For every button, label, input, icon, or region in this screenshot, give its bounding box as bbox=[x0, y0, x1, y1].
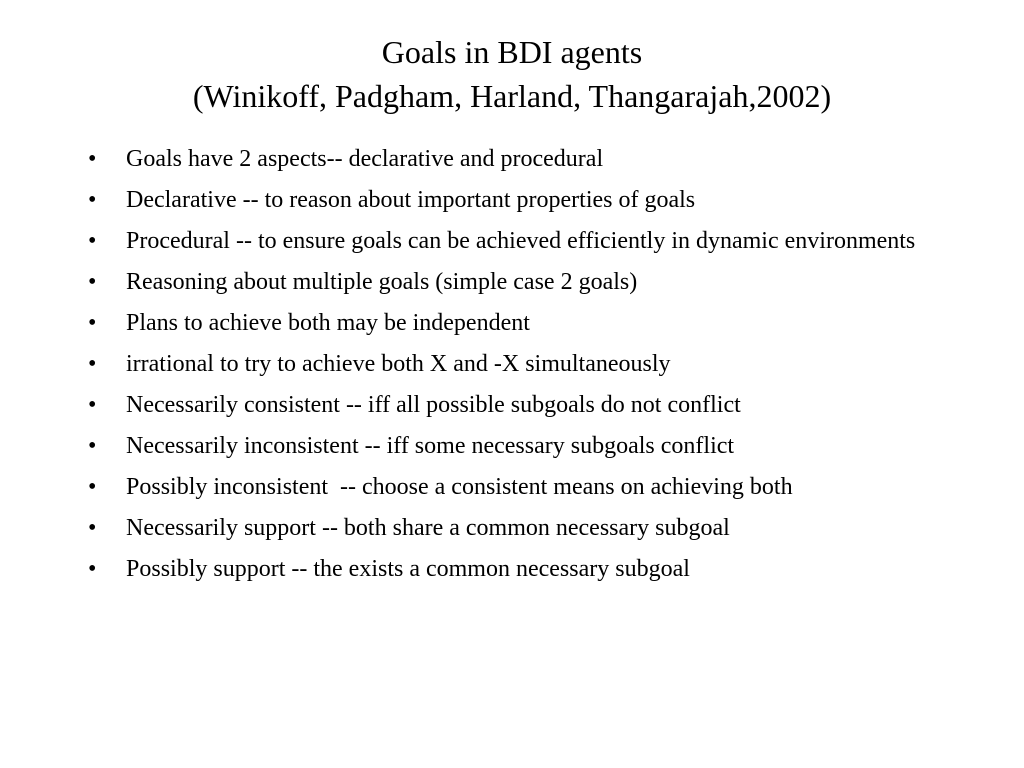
slide-title bbox=[0, 30, 1024, 118]
list-item bbox=[88, 389, 938, 422]
list-item bbox=[88, 307, 938, 340]
bullet-icon: • bbox=[88, 146, 97, 172]
list-item bbox=[88, 348, 938, 381]
bullet-text: Goals have 2 aspects-- declarative and procedural bbox=[126, 146, 604, 172]
title-line-2: (Winikoff, Padgham, Harland, Thangarajah,2002) bbox=[192, 78, 832, 114]
bullet-text: Declarative -- to reason about important properties of goals bbox=[126, 187, 696, 213]
title-line-1: Goals in BDI agents bbox=[381, 34, 643, 70]
bullet-icon: • bbox=[88, 474, 97, 500]
bullet-text: Possibly support -- the exists a common necessary subgoal bbox=[126, 556, 690, 582]
list-item bbox=[88, 553, 938, 586]
bullet-text: Necessarily consistent -- iff all possible subgoals do not conflict bbox=[126, 392, 741, 418]
list-item bbox=[88, 184, 938, 217]
bullet-text: Plans to achieve both may be independent bbox=[126, 310, 530, 336]
list-item bbox=[88, 143, 938, 176]
bullet-icon: • bbox=[88, 392, 97, 418]
bullet-text: Procedural -- to ensure goals can be achieved efficiently in dynamic environments bbox=[126, 228, 916, 254]
list-item bbox=[88, 266, 938, 299]
bullet-icon: • bbox=[88, 556, 97, 582]
bullet-icon: • bbox=[88, 187, 97, 213]
list-item bbox=[88, 471, 938, 504]
bullet-text: Necessarily support -- both share a common necessary subgoal bbox=[126, 515, 730, 541]
bullet-text: Necessarily inconsistent -- iff some necessary subgoals conflict bbox=[126, 433, 735, 459]
bullet-icon: • bbox=[88, 228, 97, 254]
list-item bbox=[88, 512, 938, 545]
bullet-icon: • bbox=[88, 515, 97, 541]
bullet-icon: • bbox=[88, 269, 97, 295]
bullet-text: irrational to try to achieve both X and -X simultaneously bbox=[126, 351, 671, 377]
bullet-icon: • bbox=[88, 433, 97, 459]
bullet-list bbox=[88, 143, 938, 594]
bullet-text: Possibly inconsistent -- choose a consistent means on achieving both bbox=[126, 474, 793, 500]
bullet-icon: • bbox=[88, 310, 97, 336]
bullet-icon: • bbox=[88, 351, 97, 377]
list-item bbox=[88, 430, 938, 463]
list-item bbox=[88, 225, 938, 258]
bullet-text: Reasoning about multiple goals (simple case 2 goals) bbox=[126, 269, 638, 295]
